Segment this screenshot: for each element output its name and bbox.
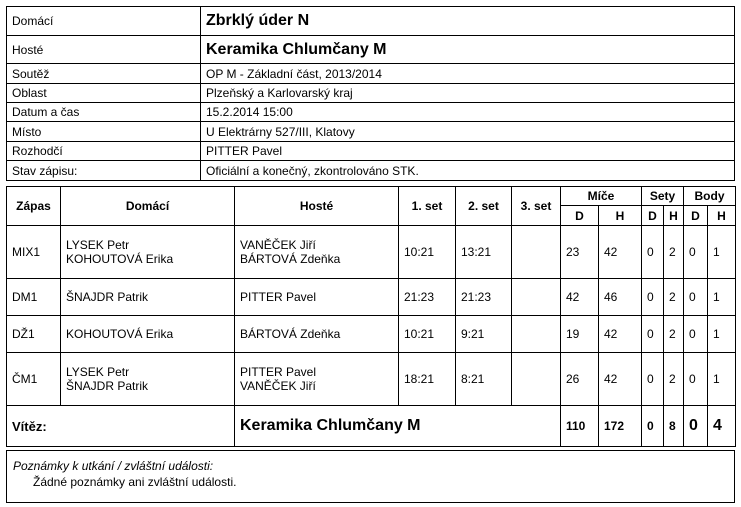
match-info-table (6, 6, 735, 181)
balls-h: 42 (599, 316, 642, 353)
set3-score (512, 279, 561, 316)
header-home: Domácí (61, 187, 235, 226)
set3-score (512, 226, 561, 279)
set1-score: 10:21 (399, 316, 456, 353)
set1-score: 18:21 (399, 353, 456, 406)
guest-player: VANĚČEK Jiří (240, 379, 316, 393)
points-h: 1 (708, 226, 736, 279)
balls-h: 42 (599, 353, 642, 406)
header-set3: 3. set (512, 187, 561, 226)
sets-h: 2 (664, 353, 684, 406)
set3-score (512, 316, 561, 353)
total-sets-d: 0 (642, 406, 664, 447)
total-balls-h: 172 (599, 406, 642, 447)
home-player: KOHOUTOVÁ Erika (66, 252, 174, 266)
datetime-label: Datum a čas (7, 103, 201, 122)
datetime-value: 15.2.2014 15:00 (201, 103, 735, 122)
guest-player: BÁRTOVÁ Zdeňka (235, 316, 399, 353)
winner-label: Vítěz: (7, 406, 235, 447)
venue-label: Místo (7, 122, 201, 142)
competition-label: Soutěž (7, 64, 201, 84)
header-balls: Míče (561, 187, 642, 206)
header-set2: 2. set (456, 187, 512, 226)
notes-text: Žádné poznámky ani zvláštní události. (33, 475, 237, 489)
header-match: Zápas (7, 187, 61, 226)
notes-box (6, 450, 735, 503)
table-row (7, 353, 736, 406)
guest-player: VANĚČEK Jiří (240, 238, 316, 252)
header-set1: 1. set (399, 187, 456, 226)
table-row (7, 279, 736, 316)
set2-score: 9:21 (456, 316, 512, 353)
home-team: Zbrklý úder N (201, 7, 735, 36)
total-points-d: 0 (684, 406, 708, 447)
venue-value: U Elektrárny 527/III, Klatovy (201, 122, 735, 142)
set2-score: 8:21 (456, 353, 512, 406)
referee-value: PITTER Pavel (201, 142, 735, 161)
status-label: Stav zápisu: (7, 161, 201, 181)
header-balls-d: D (561, 206, 599, 226)
guest-players (235, 226, 399, 279)
set1-score: 21:23 (399, 279, 456, 316)
table-row (7, 316, 736, 353)
header-points-h: H (708, 206, 736, 226)
balls-d: 23 (561, 226, 599, 279)
match-code: ČM1 (7, 353, 61, 406)
balls-h: 42 (599, 226, 642, 279)
status-value: Oficiální a konečný, zkontrolováno STK. (201, 161, 735, 181)
balls-d: 19 (561, 316, 599, 353)
set3-score (512, 353, 561, 406)
guest-player: BÁRTOVÁ Zdeňka (240, 252, 341, 266)
notes-title: Poznámky k utkání / zvláštní události: (13, 459, 214, 473)
sets-h: 2 (664, 226, 684, 279)
set2-score: 21:23 (456, 279, 512, 316)
competition-value: OP M - Základní část, 2013/2014 (201, 64, 735, 84)
winner-row (7, 406, 736, 447)
home-player: LYSEK Petr (66, 365, 130, 379)
guest-player: PITTER Pavel (240, 365, 317, 379)
match-code: MIX1 (7, 226, 61, 279)
header-points-d: D (684, 206, 708, 226)
header-sets-h: H (664, 206, 684, 226)
points-d: 0 (684, 279, 708, 316)
guest-label: Hosté (7, 36, 201, 64)
balls-d: 26 (561, 353, 599, 406)
match-code: DM1 (7, 279, 61, 316)
total-balls-d: 110 (561, 406, 599, 447)
points-d: 0 (684, 353, 708, 406)
points-d: 0 (684, 316, 708, 353)
sets-d: 0 (642, 226, 664, 279)
sets-d: 0 (642, 316, 664, 353)
guest-player: PITTER Pavel (235, 279, 399, 316)
home-players (61, 353, 235, 406)
home-label: Domácí (7, 7, 201, 36)
header-points: Body (684, 187, 736, 206)
balls-h: 46 (599, 279, 642, 316)
header-guest: Hosté (235, 187, 399, 226)
guest-team: Keramika Chlumčany M (201, 36, 735, 64)
sets-d: 0 (642, 353, 664, 406)
header-sets-d: D (642, 206, 664, 226)
home-player: ŠNAJDR Patrik (66, 379, 149, 393)
balls-d: 42 (561, 279, 599, 316)
table-row (7, 226, 736, 279)
points-h: 1 (708, 353, 736, 406)
header-balls-h: H (599, 206, 642, 226)
home-player: ŠNAJDR Patrik (61, 279, 235, 316)
sets-d: 0 (642, 279, 664, 316)
sets-h: 2 (664, 316, 684, 353)
set1-score: 10:21 (399, 226, 456, 279)
points-h: 1 (708, 316, 736, 353)
home-player: LYSEK Petr (66, 238, 130, 252)
points-h: 1 (708, 279, 736, 316)
points-d: 0 (684, 226, 708, 279)
region-label: Oblast (7, 84, 201, 103)
home-player: KOHOUTOVÁ Erika (61, 316, 235, 353)
total-points-h: 4 (708, 406, 736, 447)
referee-label: Rozhodčí (7, 142, 201, 161)
home-players (61, 226, 235, 279)
region-value: Plzeňský a Karlovarský kraj (201, 84, 735, 103)
sets-h: 2 (664, 279, 684, 316)
guest-players (235, 353, 399, 406)
set2-score: 13:21 (456, 226, 512, 279)
header-sets: Sety (642, 187, 684, 206)
winner-team: Keramika Chlumčany M (235, 406, 561, 447)
match-code: DŽ1 (7, 316, 61, 353)
results-table (6, 186, 736, 447)
total-sets-h: 8 (664, 406, 684, 447)
